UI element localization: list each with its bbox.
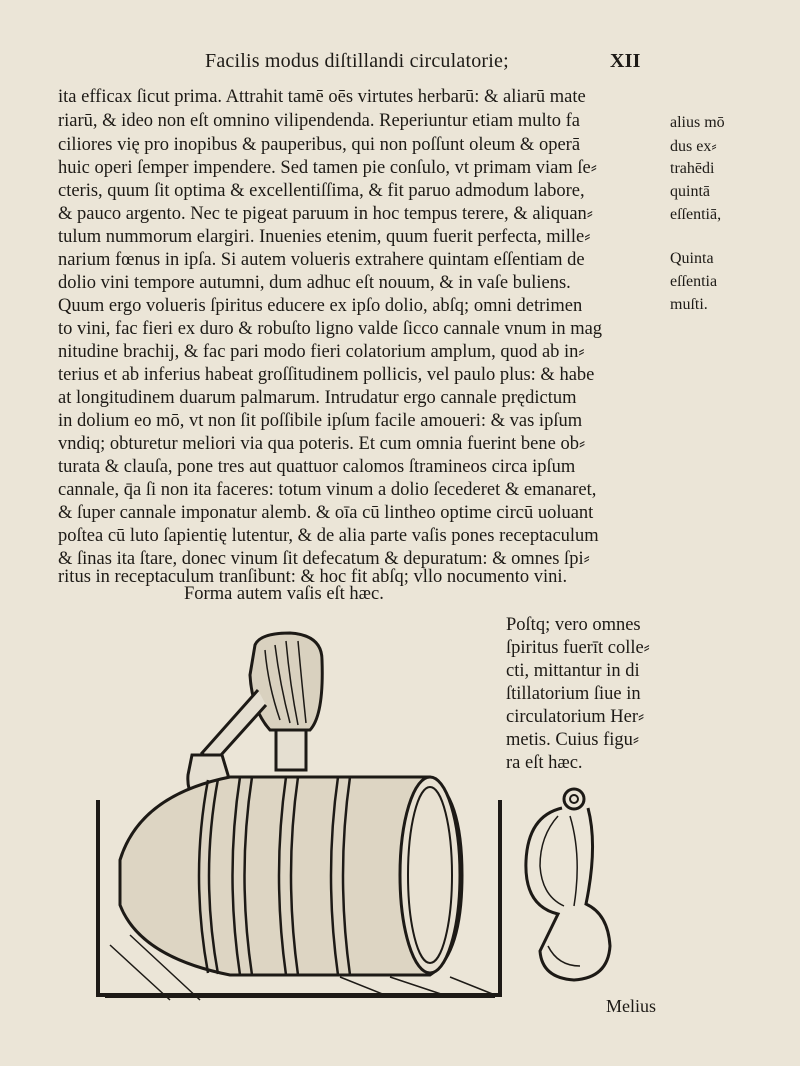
running-head: Facilis modus diſtillandi circulatorie; (205, 50, 509, 72)
text-line: nitudine brachij, & fac pari modo fieri colatorium amplum, quod ab in⸗ (58, 342, 585, 362)
text-line: Quum ergo volueris ſpiritus educere ex ipſo dolio, abſq; omni detrimen (58, 296, 583, 316)
text-line: cti, mittantur in di (506, 661, 640, 681)
text-line: poſtea cū luto ſapientię lutentur, & de alia parte vaſis pones receptaculum (58, 526, 599, 546)
text-line: tulum nummorum elargiri. Inuenies etenim, quum fuerit perfecta, mille⸗ (58, 227, 591, 247)
text-line: circulatorium Her⸗ (506, 707, 645, 727)
text-line: ſpiritus fuerīt colle⸗ (506, 638, 650, 658)
margin-note: quintā (670, 183, 710, 200)
folio-number: XII (610, 50, 641, 72)
text-line: & ſinas ita ſtare, donec vinum ſit defecatum & depuratum: & omnes ſpi⸗ (58, 549, 590, 569)
text-line: dolio vini tempore autumni, dum adhuc eſt nouum, & in vaſe buliens. (58, 273, 571, 293)
text-line: ritus in receptaculum tranſibunt: & hoc fit abſq; vllo nocumento vini. (58, 567, 568, 587)
text-line: ſtillatorium ſiue in (506, 684, 641, 704)
text-line: cannale, q̄a ſi non ita faceres: totum vinum a dolio ſecederet & emanaret, (58, 480, 597, 500)
text-line: Poſtq; vero omnes (506, 615, 641, 635)
catchword: Melius (606, 996, 657, 1016)
text-line: ra eſt hæc. (506, 753, 583, 773)
text-line: to vini, fac fieri ex duro & robuſto ligno valde ſicco cannale vnum in mag (58, 319, 603, 339)
text-line: in dolium eo mō, vt non ſit poſſibile ipſum facile amoueri: & vas ipſum (58, 411, 583, 431)
text-line: & pauco argento. Nec te pigeat paruum in hoc tempus terere, & aliquan⸗ (58, 204, 593, 224)
text-line: huic operi ſemper impendere. Sed tamen pie conſulo, vt primam viam ſe⸗ (58, 158, 597, 178)
text-line: & ſuper cannale imponatur alemb. & oīa cū lintheo optime circū uoluant (58, 503, 594, 523)
text-line: turata & clauſa, pone tres aut quattuor calomos ſtramineos circa ipſum (58, 457, 576, 477)
text-line: riarū, & ideo non eſt omnino vilipendenda. Reperiuntur etiam multo fa (58, 111, 580, 131)
text-line: vndiq; obturetur meliori via qua poteris. Et cum omnia fuerint bene ob⸗ (58, 434, 586, 454)
margin-note: trahēdi (670, 160, 715, 177)
margin-note: alius mō (670, 114, 725, 131)
margin-note: eſſentiā, (670, 206, 722, 223)
circulatory-vessel-woodcut (518, 786, 618, 986)
text-line: ciliores vię pro inopibus & pauperibus, qui non poſſunt oleum & operā (58, 135, 581, 155)
text-line: cteris, quum ſit optima & excellentiſſima, & fit paruo admodum labore, (58, 181, 585, 201)
text-line: at longitudinem duarum palmarum. Intrudatur ergo cannale prędictum (58, 388, 577, 408)
text-line: metis. Cuius figu⸗ (506, 730, 640, 750)
text-line: ita efficax ſicut prima. Attrahit tamē oēs virtutes herbarū: & aliarū mate (58, 87, 586, 107)
margin-note: dus ex⸗ (670, 138, 717, 155)
figure-caption: Forma autem vaſis eſt hæc. (184, 584, 384, 604)
margin-note: Quinta (670, 250, 714, 267)
barrel-alembic-woodcut (90, 605, 510, 1005)
text-line: terius et ab inferius habeat groſſitudinem pollicis, vel paulo plus: & habe (58, 365, 595, 385)
margin-note: muſti. (670, 296, 708, 313)
margin-note: eſſentia (670, 273, 718, 290)
text-line: narium fœnus in ipſa. Si autem volueris extrahere quintam eſſentiam de (58, 250, 585, 270)
